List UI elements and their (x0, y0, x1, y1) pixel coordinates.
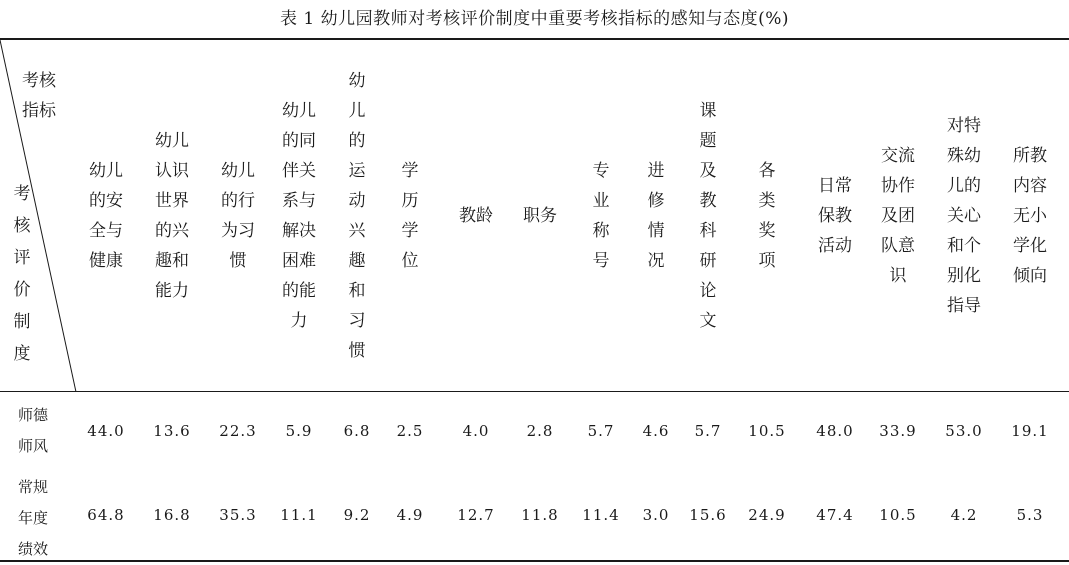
column-header-label: 交流协作及团队意识 (881, 145, 915, 286)
column-header-label: 教龄 (459, 205, 493, 226)
column-header-label: 各类奖项 (758, 160, 776, 271)
corner-header-system: 考核评价制度 (13, 184, 31, 364)
table-cell: 64.8 (87, 506, 125, 524)
column-header-label: 幼儿的运动兴趣和习惯 (348, 70, 366, 361)
table-cell: 2.8 (526, 422, 554, 440)
column-header (446, 40, 506, 391)
table-caption: 表 1 幼儿园教师对考核评价制度中重要考核指标的感知与态度(%) (279, 9, 790, 29)
column-header-label: 进修情况 (647, 160, 665, 271)
column-header (805, 40, 865, 391)
table-cell: 5.7 (587, 422, 615, 440)
column-header-label: 幼儿的行为习惯 (221, 160, 255, 271)
table-cell: 4.0 (462, 422, 490, 440)
table-cell: 2.5 (396, 422, 424, 440)
table-cell: 22.3 (219, 422, 257, 440)
column-header (626, 40, 686, 391)
column-header (142, 40, 202, 391)
column-header (269, 40, 329, 391)
column-header (934, 40, 994, 391)
table-cell: 48.0 (816, 422, 854, 440)
column-header (208, 40, 268, 391)
column-header (678, 40, 738, 391)
table-cell: 10.5 (748, 422, 786, 440)
table-cell: 4.2 (950, 506, 978, 524)
table-cell: 53.0 (945, 422, 983, 440)
table-cell: 33.9 (879, 422, 917, 440)
column-header-label: 所教内容无小学化倾向 (1013, 145, 1047, 286)
column-header (380, 40, 440, 391)
table-cell: 10.5 (879, 506, 917, 524)
table-cell: 13.6 (153, 422, 191, 440)
table-cell: 15.6 (689, 506, 727, 524)
column-header-label: 专业称号 (592, 160, 610, 271)
column-header (571, 40, 631, 391)
column-header-label: 日常保教活动 (818, 175, 852, 256)
column-header-label: 幼儿的同伴关系与解决困难的能力 (282, 100, 316, 331)
column-header (327, 40, 387, 391)
table-cell: 9.2 (343, 506, 371, 524)
row-label: 师德师风 (18, 406, 49, 455)
bottom-rule (0, 560, 1069, 562)
table-cell: 12.7 (457, 506, 495, 524)
table-cell: 11.4 (582, 506, 620, 524)
column-header-label: 幼儿的安全与健康 (89, 160, 123, 271)
table-cell: 4.9 (396, 506, 424, 524)
row-label: 常规年度绩效 (18, 478, 49, 558)
table-cell: 4.6 (642, 422, 670, 440)
column-header (737, 40, 797, 391)
column-header (510, 40, 570, 391)
table-cell: 47.4 (816, 506, 854, 524)
column-header-label: 幼儿认识世界的兴趣和能力 (155, 130, 189, 301)
table-cell: 35.3 (219, 506, 257, 524)
table-cell: 44.0 (87, 422, 125, 440)
column-header-label: 对特殊幼儿的关心和个别化指导 (947, 115, 981, 316)
column-header-label: 职务 (523, 205, 557, 226)
table-cell: 5.9 (285, 422, 313, 440)
column-header-label: 学历学位 (401, 160, 419, 271)
table-cell: 11.8 (521, 506, 559, 524)
column-header (76, 40, 136, 391)
table-cell: 6.8 (343, 422, 371, 440)
table-cell: 5.3 (1016, 506, 1044, 524)
table-cell: 11.1 (280, 506, 318, 524)
header-rule (0, 391, 1069, 392)
table-cell: 3.0 (642, 506, 670, 524)
corner-header-indicator: 考核指标 (22, 71, 56, 121)
table-cell: 16.8 (153, 506, 191, 524)
table-cell: 19.1 (1011, 422, 1049, 440)
column-header (1000, 40, 1060, 391)
column-header-label: 课题及教科研论文 (699, 100, 717, 331)
table-cell: 24.9 (748, 506, 786, 524)
table-cell: 5.7 (694, 422, 722, 440)
column-header (868, 40, 928, 391)
